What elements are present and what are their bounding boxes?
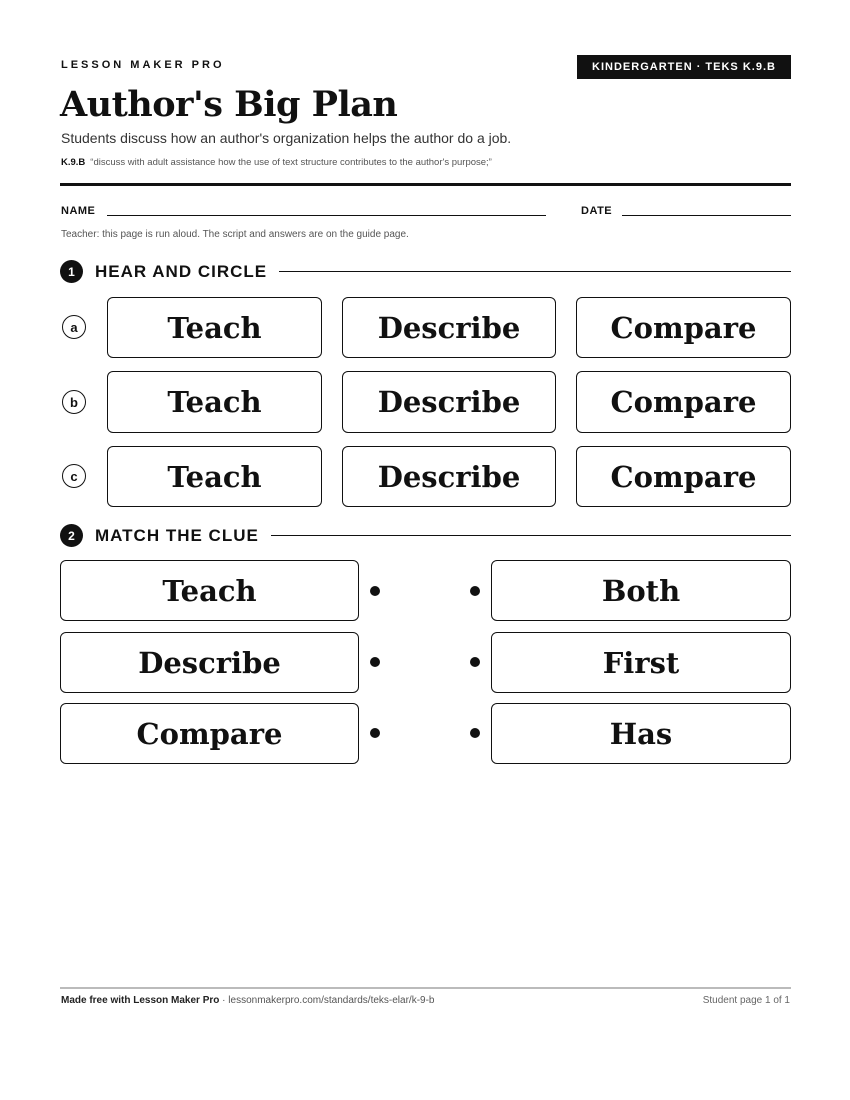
- row-c-choice-describe[interactable]: Describe: [342, 446, 556, 507]
- row-b-letter: b: [62, 390, 86, 414]
- match-left-dot-1[interactable]: [370, 586, 380, 596]
- footer-separator: ·: [219, 995, 229, 1006]
- row-a-choice-compare[interactable]: Compare: [576, 297, 791, 358]
- match-right-dot-1[interactable]: [470, 586, 480, 596]
- match-left-compare[interactable]: Compare: [60, 703, 359, 764]
- footer-divider: [60, 987, 791, 989]
- row-b-choice-compare[interactable]: Compare: [576, 371, 791, 433]
- brand-name: LESSON MAKER PRO: [61, 59, 225, 71]
- section-1-number: 1: [60, 260, 83, 283]
- footer-page-number: Student page 1 of 1: [702, 995, 790, 1006]
- row-c-choice-teach[interactable]: Teach: [107, 446, 322, 507]
- row-c-letter: c: [62, 464, 86, 488]
- match-right-both[interactable]: Both: [491, 560, 791, 621]
- match-right-dot-2[interactable]: [470, 657, 480, 667]
- row-a-choice-teach[interactable]: Teach: [107, 297, 322, 358]
- standard-text: “discuss with adult assistance how the use of text structure contributes to the author's purpose;”: [90, 157, 492, 168]
- section-1-header: [60, 260, 791, 283]
- name-label: NAME: [61, 205, 96, 217]
- section-2-header: [60, 524, 791, 547]
- header-divider: [60, 183, 791, 186]
- row-b-choice-describe[interactable]: Describe: [342, 371, 556, 433]
- match-left-dot-3[interactable]: [370, 728, 380, 738]
- match-right-first[interactable]: First: [491, 632, 791, 693]
- match-left-teach[interactable]: Teach: [60, 560, 359, 621]
- teacher-note: Teacher: this page is run aloud. The script and answers are on the guide page.: [61, 229, 409, 240]
- row-a-letter: a: [62, 315, 86, 339]
- grade-badge: KINDERGARTEN · TEKS K.9.B: [577, 55, 791, 79]
- date-field[interactable]: [622, 215, 791, 216]
- footer-url[interactable]: lessonmakerpro.com/standards/teks-elar/k-9-b: [228, 995, 435, 1006]
- row-b-choice-teach[interactable]: Teach: [107, 371, 322, 433]
- section-2-title: MATCH THE CLUE: [95, 525, 259, 545]
- match-left-describe[interactable]: Describe: [60, 632, 359, 693]
- page-subtitle: Students discuss how an author's organization helps the author do a job.: [61, 130, 512, 146]
- date-label: DATE: [581, 205, 613, 217]
- page-title: Author's Big Plan: [60, 84, 398, 125]
- row-c-choice-compare[interactable]: Compare: [576, 446, 791, 507]
- row-a-choice-describe[interactable]: Describe: [342, 297, 556, 358]
- standard-line: [61, 157, 492, 168]
- standard-code: K.9.B: [61, 157, 86, 168]
- section-2-rule: [271, 535, 791, 536]
- footer-credit: [61, 995, 434, 1006]
- name-field[interactable]: [107, 215, 546, 216]
- match-right-has[interactable]: Has: [491, 703, 791, 764]
- match-left-dot-2[interactable]: [370, 657, 380, 667]
- section-2-number: 2: [60, 524, 83, 547]
- footer-made-with: Made free with Lesson Maker Pro: [61, 995, 220, 1006]
- match-right-dot-3[interactable]: [470, 728, 480, 738]
- section-1-rule: [279, 271, 791, 272]
- section-1-title: HEAR AND CIRCLE: [95, 261, 268, 281]
